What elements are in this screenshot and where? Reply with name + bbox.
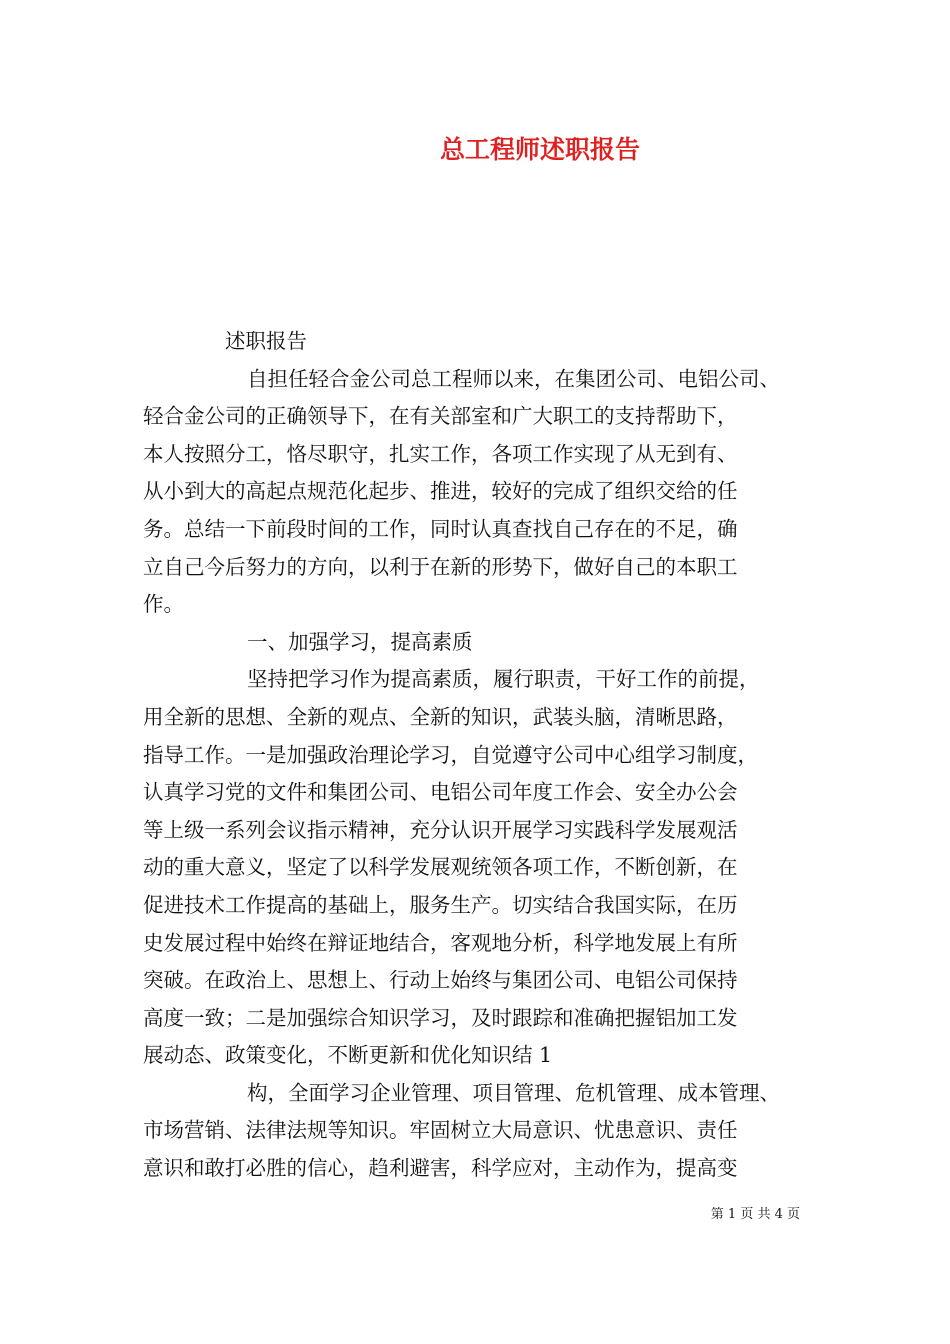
para2-line: 指导工作。一是加强政治理论学习，自觉遵守公司中心组学习制度，	[143, 742, 758, 767]
para1-line: 自担任轻合金公司总工程师以来，在集团公司、电铝公司、	[247, 366, 780, 391]
para2-line: 动的重大意义，坚定了以科学发展观统领各项工作，不断创新，在	[143, 855, 738, 880]
para1-line: 务。总结一下前段时间的工作，同时认真查找自己存在的不足，确	[143, 516, 738, 541]
document-body	[143, 323, 843, 1188]
page-number: 第 1 页 共 4 页	[710, 1207, 800, 1222]
para2-line: 用全新的思想、全新的观点、全新的知识，武装头脑，清晰思路，	[143, 704, 738, 729]
document-title	[0, 132, 950, 168]
para2-line: 等上级一系列会议指示精神，充分认识开展学习实践科学发展观活	[143, 817, 738, 842]
section-heading: 一、加强学习，提高素质	[247, 629, 473, 654]
para1-line: 轻合金公司的正确领导下，在有关部室和广大职工的支持帮助下，	[143, 404, 738, 429]
document-title-text: 总工程师述职报告	[440, 135, 641, 164]
para1-line: 作。	[143, 592, 184, 617]
page-footer	[0, 1206, 950, 1224]
para2-line: 突破。在政治上、思想上、行动上始终与集团公司、电铝公司保持	[143, 968, 738, 993]
para1-line: 从小到大的高起点规范化起步、推进，较好的完成了组织交给的任	[143, 479, 738, 504]
para2-line: 史发展过程中始终在辩证地结合，客观地分析，科学地发展上有所	[143, 930, 738, 955]
para1-line: 本人按照分工，恪尽职守，扎实工作，各项工作实现了从无到有、	[143, 441, 738, 466]
para2-line: 高度一致；二是加强综合知识学习，及时跟踪和准确把握铝加工发	[143, 1005, 738, 1030]
para2-line: 促进技术工作提高的基础上，服务生产。切实结合我国实际，在历	[143, 892, 738, 917]
para3-line: 构，全面学习企业管理、项目管理、危机管理、成本管理、	[247, 1080, 780, 1105]
para2-line: 坚持把学习作为提高素质，履行职责，干好工作的前提，	[247, 667, 760, 692]
para1-line: 立自己今后努力的方向，以利于在新的形势下，做好自己的本职工	[143, 554, 738, 579]
para3-line: 意识和敢打必胜的信心，趋利避害，科学应对，主动作为，提高变	[143, 1156, 738, 1181]
para3-line: 市场营销、法律法规等知识。牢固树立大局意识、忧患意识、责任	[143, 1118, 738, 1143]
para2-line: 展动态、政策变化，不断更新和优化知识结 1	[143, 1043, 553, 1068]
report-heading: 述职报告	[225, 329, 307, 353]
para2-line: 认真学习党的文件和集团公司、电铝公司年度工作会、安全办公会	[143, 780, 738, 805]
